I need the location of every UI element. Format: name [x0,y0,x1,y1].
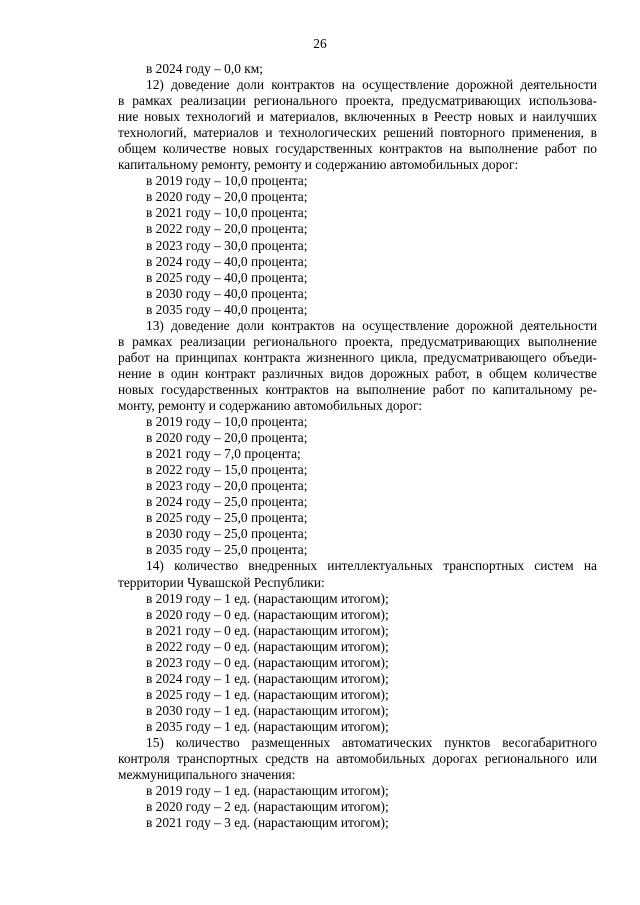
text-line: в 2035 году – 40,0 процента; [146,301,308,317]
text-line: в 2019 году – 10,0 процента; [146,173,308,189]
text-line: в 2024 году – 40,0 процента; [146,253,308,269]
text-line: в 2022 году – 0 ед. (нарастающим итогом); [146,638,389,654]
text-line: в 2022 году – 20,0 процента; [146,221,308,237]
text-line: общем количестве новых государственных контрактов на выполнение работ по [118,141,597,157]
text-line: ние новых технологий и материалов, включенных в Реестр новых и наилучших [118,109,597,125]
text-line: работ на принципах контракта жизненного цикла, предусматривающего объеди- [118,349,597,365]
text-line: в рамках реализации регионального проекта, предусматривающих использова- [118,93,597,109]
text-line: в 2021 году – 0 ед. (нарастающим итогом); [146,622,389,638]
text-line: в 2019 году – 1 ед. (нарастающим итогом); [146,590,389,606]
text-line: капитальному ремонту, ремонту и содержанию автомобильных дорог: [118,157,519,173]
text-line: в 2020 году – 2 ед. (нарастающим итогом); [146,799,389,815]
page-number: 26 [313,36,327,51]
text-line: 12) доведение доли контрактов на осуществление дорожной деятельности [146,77,597,93]
text-line: в 2020 году – 20,0 процента; [146,189,308,205]
text-line: в 2025 году – 1 ед. (нарастающим итогом); [146,686,389,702]
text-line: в 2021 году – 10,0 процента; [146,205,308,221]
text-line: в 2025 году – 25,0 процента; [146,510,308,526]
text-line: монту, ремонту и содержанию автомобильных дорог: [118,397,423,413]
text-line: в 2020 году – 20,0 процента; [146,430,308,446]
text-line: в 2035 году – 1 ед. (нарастающим итогом); [146,718,389,734]
text-line: в 2019 году – 1 ед. (нарастающим итогом); [146,783,389,799]
document-body [118,61,597,831]
text-line: контроля транспортных средств на автомобильных дорогах регионального или [118,751,597,767]
text-line: новых государственных контрактов на выполнение работ по капитальному ре- [118,381,597,397]
text-line: в 2021 году – 7,0 процента; [146,446,301,462]
text-line: в рамках реализации регионального проекта, предусматривающих выполнение [118,333,597,349]
text-line: 13) доведение доли контрактов на осуществление дорожной деятельности [146,317,597,333]
text-line: в 2030 году – 40,0 процента; [146,285,308,301]
text-line: в 2030 году – 25,0 процента; [146,526,308,542]
text-line: территории Чувашской Республики: [118,574,325,590]
text-line: в 2035 году – 25,0 процента; [146,542,308,558]
text-line: нение в один контракт различных видов дорожных работ, в общем количестве [118,365,597,381]
text-line: межмуниципального значения: [118,767,296,783]
text-line: в 2021 году – 3 ед. (нарастающим итогом); [146,815,389,831]
text-line: в 2025 году – 40,0 процента; [146,269,308,285]
text-line: в 2024 году – 1 ед. (нарастающим итогом); [146,670,389,686]
text-line: в 2023 году – 0 ед. (нарастающим итогом); [146,654,389,670]
text-line: в 2023 году – 20,0 процента; [146,478,308,494]
text-line: в 2030 году – 1 ед. (нарастающим итогом); [146,702,389,718]
text-line: в 2023 году – 30,0 процента; [146,237,308,253]
text-line: технологий, материалов и технологических решений повторного применения, в [118,125,597,141]
text-line: в 2020 году – 0 ед. (нарастающим итогом); [146,606,389,622]
text-line: в 2024 году – 25,0 процента; [146,494,308,510]
text-line: в 2019 году – 10,0 процента; [146,414,308,430]
text-line: в 2024 году – 0,0 км; [146,61,263,76]
text-line: 14) количество внедренных интеллектуальных транспортных систем на [146,558,597,574]
text-line: в 2022 году – 15,0 процента; [146,462,308,478]
text-line: 15) количество размещенных автоматических пунктов весогабаритного [146,734,597,750]
